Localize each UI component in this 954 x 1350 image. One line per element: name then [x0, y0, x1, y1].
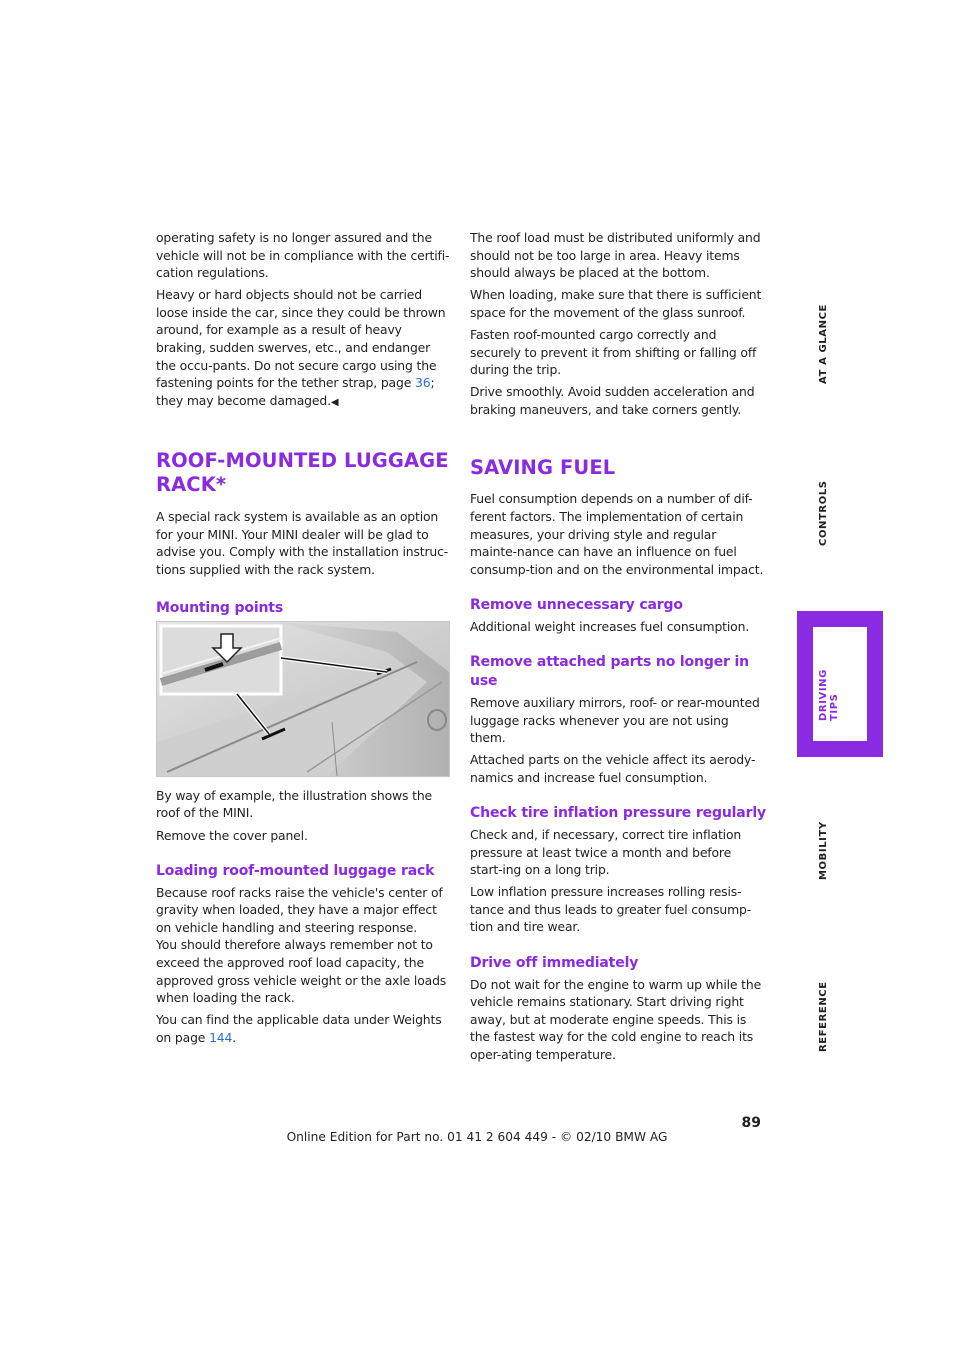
loading-paragraph-2: You should therefore always remember not to exceed the approved roof load capacity, the approved gross vehicle weight or the axle loads when loading the rack.	[156, 937, 447, 1006]
loading-paragraph-3-text-b: .	[232, 1029, 237, 1045]
saving-fuel-paragraph: Fuel consumption depends on a number of dif-ferent factors. The implementation of certain measures, your driving style and regular mainte-nance can have an influence on fuel consump-tion and on the environmental impact.	[470, 491, 764, 577]
footer-edition-note: Online Edition for Part no. 01 41 2 604 449 - © 02/10 BMW AG	[286, 1130, 668, 1144]
loading-paragraph-3	[156, 1011, 452, 1046]
loading-paragraph-3-text-a: You can find the applicable data under Weights on page	[156, 1012, 442, 1045]
tire-pressure-paragraph-2: Low inflation pressure increases rolling resis-tance and thus leads to greater fuel consump-tion and tire wear.	[470, 884, 752, 935]
page-number: 89	[741, 1115, 761, 1131]
saving-fuel-heading: SAVING FUEL	[470, 455, 616, 479]
roof-load-paragraph: The roof load must be distributed uniformly and should not be too large in area. Heavy items should always be placed at the bottom.	[470, 230, 761, 281]
figure-caption-2: Remove the cover panel.	[156, 827, 308, 843]
tab-driving-tips[interactable]: DRIVING TIPS	[818, 669, 840, 721]
tab-at-a-glance[interactable]: AT A GLANCE	[818, 304, 829, 384]
tire-pressure-paragraph-1: Check and, if necessary, correct tire inflation pressure at least twice a month and before start-ing on a long trip.	[470, 826, 742, 878]
left-column	[156, 229, 452, 1051]
loading-heading: Loading roof-mounted luggage rack	[156, 862, 435, 879]
remove-attached-paragraph-2: Attached parts on the vehicle affect its aerody-namics and increase fuel consumption.	[470, 752, 756, 785]
roof-illustration	[156, 621, 450, 777]
tire-pressure-heading: Check tire inflation pressure regularly	[470, 804, 766, 821]
remove-attached-paragraph-1: Remove auxiliary mirrors, roof- or rear-mounted luggage racks whenever you are not using them.	[470, 695, 760, 746]
roof-rack-heading: ROOF-MOUNTED LUGGAGE RACK*	[156, 448, 449, 497]
tab-reference[interactable]: REFERENCE	[818, 981, 829, 1052]
drive-off-heading: Drive off immediately	[470, 954, 639, 971]
remove-cargo-paragraph: Additional weight increases fuel consumption.	[470, 618, 750, 634]
remove-attached-heading: Remove attached parts no longer in use	[470, 654, 749, 689]
sunroof-paragraph: When loading, make sure that there is sufficient space for the movement of the glass sunroof.	[470, 287, 762, 320]
tab-mobility[interactable]: MOBILITY	[818, 821, 829, 880]
drive-smoothly-paragraph: Drive smoothly. Avoid sudden acceleration and braking maneuvers, and take corners gently.	[470, 384, 755, 417]
roof-rack-paragraph: A special rack system is available as an option for your MINI. Your MINI dealer will be glad to advise you. Comply with the installation instruc-tions supplied with the rack system.	[156, 508, 449, 577]
loading-paragraph-1: Because roof racks raise the vehicle's center of gravity when loaded, they have a major effect on vehicle handling and steering response.	[156, 884, 443, 935]
roof-illustration-drawing	[157, 622, 449, 776]
intro-paragraph-2-text-b: ; they may become damaged.	[156, 375, 435, 408]
tab-controls[interactable]: CONTROLS	[818, 480, 829, 546]
remove-cargo-heading: Remove unnecessary cargo	[470, 596, 683, 613]
drive-off-paragraph: Do not wait for the engine to warm up while the vehicle remains stationary. Start driving right away, but at moderate engine speeds. This is the fastest way for the cold engine to reach its oper-ating temperature.	[470, 976, 762, 1062]
end-mark-icon: ◀	[330, 396, 339, 408]
page-36-link[interactable]: 36	[414, 375, 431, 391]
intro-paragraph-2	[156, 286, 452, 411]
intro-paragraph-1: operating safety is no longer assured and the vehicle will not be in compliance with the certifi-cation regulations.	[156, 230, 450, 281]
mounting-points-heading: Mounting points	[156, 599, 284, 616]
figure-caption-1: By way of example, the illustration shows the roof of the MINI.	[156, 787, 432, 821]
fasten-paragraph: Fasten roof-mounted cargo correctly and securely to prevent it from shifting or falling off during the trip.	[470, 326, 757, 378]
right-column	[470, 229, 766, 1068]
page-144-link[interactable]: 144	[209, 1029, 233, 1045]
intro-paragraph-2-text-a: Heavy or hard objects should not be carried loose inside the car, since they could be thrown around, for example as a result of heavy braking, sudden swerves, etc., and endanger the occu-pants. Do not secure cargo using the fastening points for the tether strap, page	[156, 287, 446, 391]
